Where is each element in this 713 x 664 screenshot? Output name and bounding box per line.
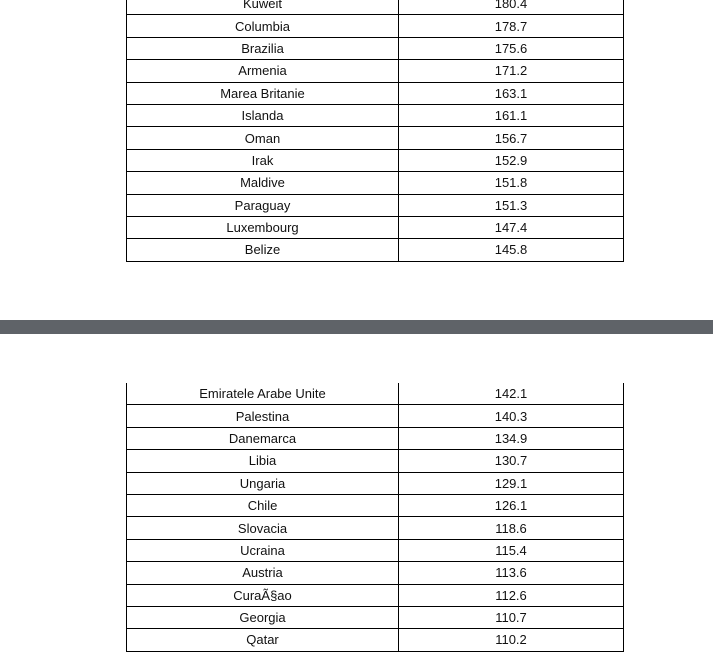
table-row: [127, 172, 624, 194]
value-cell: 130.7: [399, 450, 624, 472]
country-cell: CuraÃ§ao: [127, 584, 399, 606]
value-cell: 156.7: [399, 127, 624, 149]
country-cell: Chile: [127, 494, 399, 516]
country-cell: Ungaria: [127, 472, 399, 494]
country-cell: Austria: [127, 562, 399, 584]
table-row: [127, 606, 624, 628]
value-cell: 134.9: [399, 427, 624, 449]
value-cell: 152.9: [399, 149, 624, 171]
country-cell: Palestina: [127, 405, 399, 427]
value-cell: 145.8: [399, 239, 624, 261]
table-row: [127, 494, 624, 516]
table-row: [127, 127, 624, 149]
table-row: [127, 383, 624, 405]
table-row: [127, 584, 624, 606]
country-cell: Slovacia: [127, 517, 399, 539]
table-row: [127, 427, 624, 449]
table-row: [127, 194, 624, 216]
country-values-table-bottom: [126, 383, 624, 652]
table-row: [127, 15, 624, 37]
value-cell: 171.2: [399, 60, 624, 82]
country-cell: Emiratele Arabe Unite: [127, 383, 399, 405]
table-row: [127, 562, 624, 584]
value-cell: 115.4: [399, 539, 624, 561]
page-separator: [0, 320, 713, 334]
table-row: [127, 405, 624, 427]
table-row: [127, 539, 624, 561]
document-page-top: [0, 0, 713, 320]
country-cell: Marea Britanie: [127, 82, 399, 104]
value-cell: 175.6: [399, 37, 624, 59]
country-cell: Irak: [127, 149, 399, 171]
table-row: [127, 472, 624, 494]
country-cell: Islanda: [127, 104, 399, 126]
value-cell: 147.4: [399, 216, 624, 238]
country-cell: Columbia: [127, 15, 399, 37]
country-cell: Armenia: [127, 60, 399, 82]
table-row: [127, 104, 624, 126]
table-row: [127, 60, 624, 82]
country-cell: Kuweit: [127, 0, 399, 15]
value-cell: 178.7: [399, 15, 624, 37]
table-row: [127, 629, 624, 651]
value-cell: 151.3: [399, 194, 624, 216]
table-row: [127, 37, 624, 59]
value-cell: 180.4: [399, 0, 624, 15]
value-cell: 113.6: [399, 562, 624, 584]
table-row: [127, 149, 624, 171]
country-cell: Brazilia: [127, 37, 399, 59]
table-row: [127, 517, 624, 539]
value-cell: 110.2: [399, 629, 624, 651]
country-cell: Luxembourg: [127, 216, 399, 238]
country-cell: Libia: [127, 450, 399, 472]
country-cell: Georgia: [127, 606, 399, 628]
value-cell: 129.1: [399, 472, 624, 494]
country-cell: Maldive: [127, 172, 399, 194]
value-cell: 151.8: [399, 172, 624, 194]
country-values-table-top: [126, 0, 624, 262]
table-row: [127, 82, 624, 104]
value-cell: 126.1: [399, 494, 624, 516]
table-row: [127, 239, 624, 261]
value-cell: 112.6: [399, 584, 624, 606]
value-cell: 140.3: [399, 405, 624, 427]
country-cell: Qatar: [127, 629, 399, 651]
country-cell: Ucraina: [127, 539, 399, 561]
table-row: [127, 0, 624, 15]
value-cell: 161.1: [399, 104, 624, 126]
country-cell: Oman: [127, 127, 399, 149]
country-cell: Paraguay: [127, 194, 399, 216]
value-cell: 110.7: [399, 606, 624, 628]
value-cell: 118.6: [399, 517, 624, 539]
country-cell: Belize: [127, 239, 399, 261]
table-row: [127, 216, 624, 238]
value-cell: 142.1: [399, 383, 624, 405]
table-row: [127, 450, 624, 472]
value-cell: 163.1: [399, 82, 624, 104]
country-cell: Danemarca: [127, 427, 399, 449]
